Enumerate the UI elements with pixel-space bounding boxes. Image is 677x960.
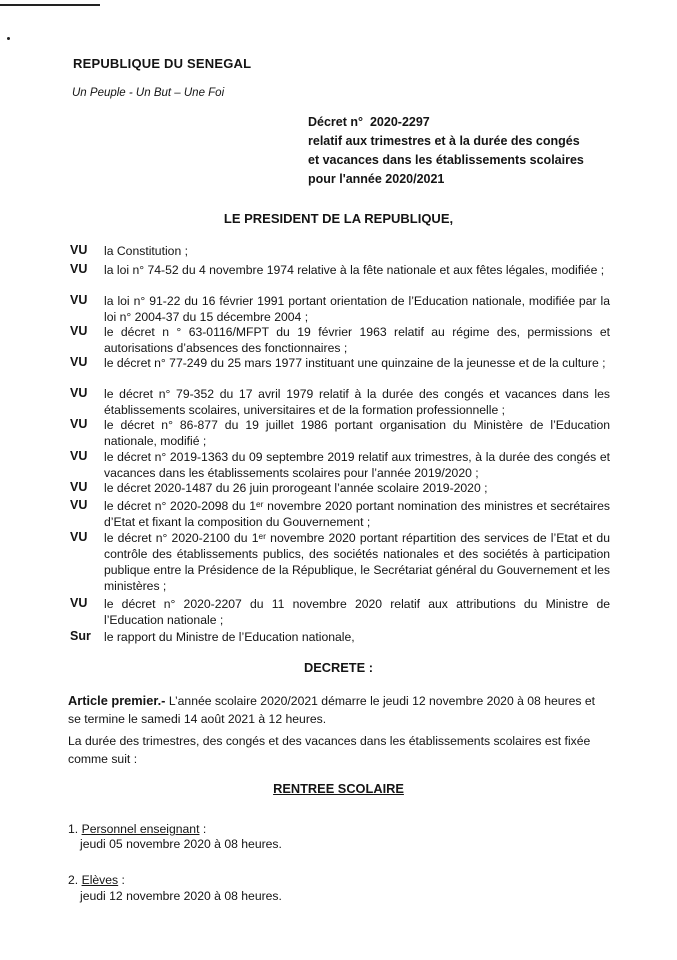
list-number: 1.: [68, 822, 79, 836]
decree-title-line: relatif aux trimestres et à la durée des congés: [308, 134, 580, 148]
visa-label: Sur: [70, 629, 91, 643]
visa-label: VU: [70, 355, 88, 369]
decree-title-line: et vacances dans les établissements scolaires: [308, 153, 584, 167]
visa-label: VU: [70, 449, 88, 463]
top-rule: [0, 4, 100, 6]
decree-number: 2020-2297: [369, 115, 430, 129]
visa-text: le décret n° 2019-1363 du 09 septembre 2019 relatif aux trimestres, à la durée des congés et vacances dans les établissements scolaires pour l’année 2019/2020 ;: [104, 450, 610, 480]
republic-header: REPUBLIQUE DU SENEGAL: [73, 56, 252, 71]
article-1-heading: Article premier.-: [68, 693, 166, 708]
list-suffix: :: [199, 822, 207, 836]
visa-label: VU: [70, 530, 88, 544]
visa-label: VU: [70, 596, 88, 610]
visa-text: le décret n° 77-249 du 25 mars 1977 instituant une quinzaine de la jeunesse et de la culture ;: [104, 356, 606, 370]
visa-label: VU: [70, 243, 88, 257]
list-item: [68, 871, 125, 889]
visa-text: le rapport du Ministre de l’Education nationale,: [104, 630, 355, 644]
list-label: Personnel enseignant: [81, 822, 200, 836]
list-number: 2.: [68, 873, 79, 887]
decree-title-line: pour l'année 2020/2021: [308, 172, 445, 186]
national-motto: Un Peuple - Un But – Une Foi: [72, 87, 225, 99]
president-heading: LE PRESIDENT DE LA REPUBLIQUE,: [223, 211, 454, 226]
visa-label: VU: [70, 262, 88, 276]
article-1: [68, 692, 608, 728]
rentree-heading: RENTREE SCOLAIRE: [273, 781, 404, 796]
visa-text: le décret 2020-1487 du 26 juin prorogeant l’année scolaire 2019-2020 ;: [104, 481, 488, 495]
visa-text: la loi n° 74-52 du 4 novembre 1974 relative à la fête nationale et aux fêtes légales, modifiée ;: [104, 263, 605, 277]
visa-label: VU: [70, 480, 88, 494]
visa-text: la loi n° 91-22 du 16 février 1991 portant orientation de l’Education nationale, modifiée par la loi n° 2004-37 du 15 décembre 2004 ;: [104, 294, 610, 324]
visa-text: le décret n° 2020-2100 du 1ᵉʳ novembre 2020 portant répartition des services de l’Etat et du contrôle des établissements publics, des sociétés nationales et des sociétés à participation publique entre la Présidence de la République, le Secrétariat général du Gouvernement et les ministères ;: [104, 531, 610, 593]
visa-text: le décret n° 79-352 du 17 avril 1979 relatif à la durée des congés et vacances dans les établissements scolaires, universitaires et de la formation professionnelle ;: [104, 387, 610, 417]
visa-text: le décret n° 86-877 du 19 juillet 1986 portant organisation du Ministère de l’Education nationale, modifié ;: [104, 418, 610, 448]
decree-title: [308, 113, 584, 189]
visa-text: le décret n° 2020-2098 du 1ᵉʳ novembre 2020 portant nomination des ministres et secrétaires d’Etat et fixant la composition du Gouvernement ;: [104, 499, 610, 529]
decree-number-label: Décret n°: [308, 115, 364, 129]
decree-number-line: [308, 113, 584, 132]
visa-text: le décret n ° 63-0116/MFPT du 19 février 1963 relatif au régime des, permissions et autorisations d’absences des fonctionnaires ;: [104, 325, 610, 355]
article-1-paragraph-2: La durée des trimestres, des congés et des vacances dans les établissements scolaires est fixée comme suit :: [68, 734, 591, 766]
decrete-heading: DECRETE :: [304, 660, 373, 675]
visa-label: VU: [70, 324, 88, 338]
visa-text: le décret n° 2020-2207 du 11 novembre 2020 relatif aux attributions du Ministre de l’Education nationale ;: [104, 597, 610, 627]
speck-mark: [7, 37, 10, 40]
visa-label: VU: [70, 293, 88, 307]
visa-label: VU: [70, 498, 88, 512]
list-detail: jeudi 05 novembre 2020 à 08 heures.: [80, 837, 282, 851]
visa-label: VU: [70, 386, 88, 400]
list-label: Elèves: [81, 873, 119, 887]
list-item: [68, 820, 206, 838]
visa-label: VU: [70, 417, 88, 431]
article-1-text: L’année scolaire 2020/2021 démarre le jeudi 12 novembre 2020 à 08 heures et se termine le samedi 14 août 2021 à 12 heures.: [68, 694, 596, 726]
visa-text: la Constitution ;: [104, 244, 189, 258]
list-detail: jeudi 12 novembre 2020 à 08 heures.: [80, 889, 282, 903]
list-suffix: :: [118, 873, 125, 887]
